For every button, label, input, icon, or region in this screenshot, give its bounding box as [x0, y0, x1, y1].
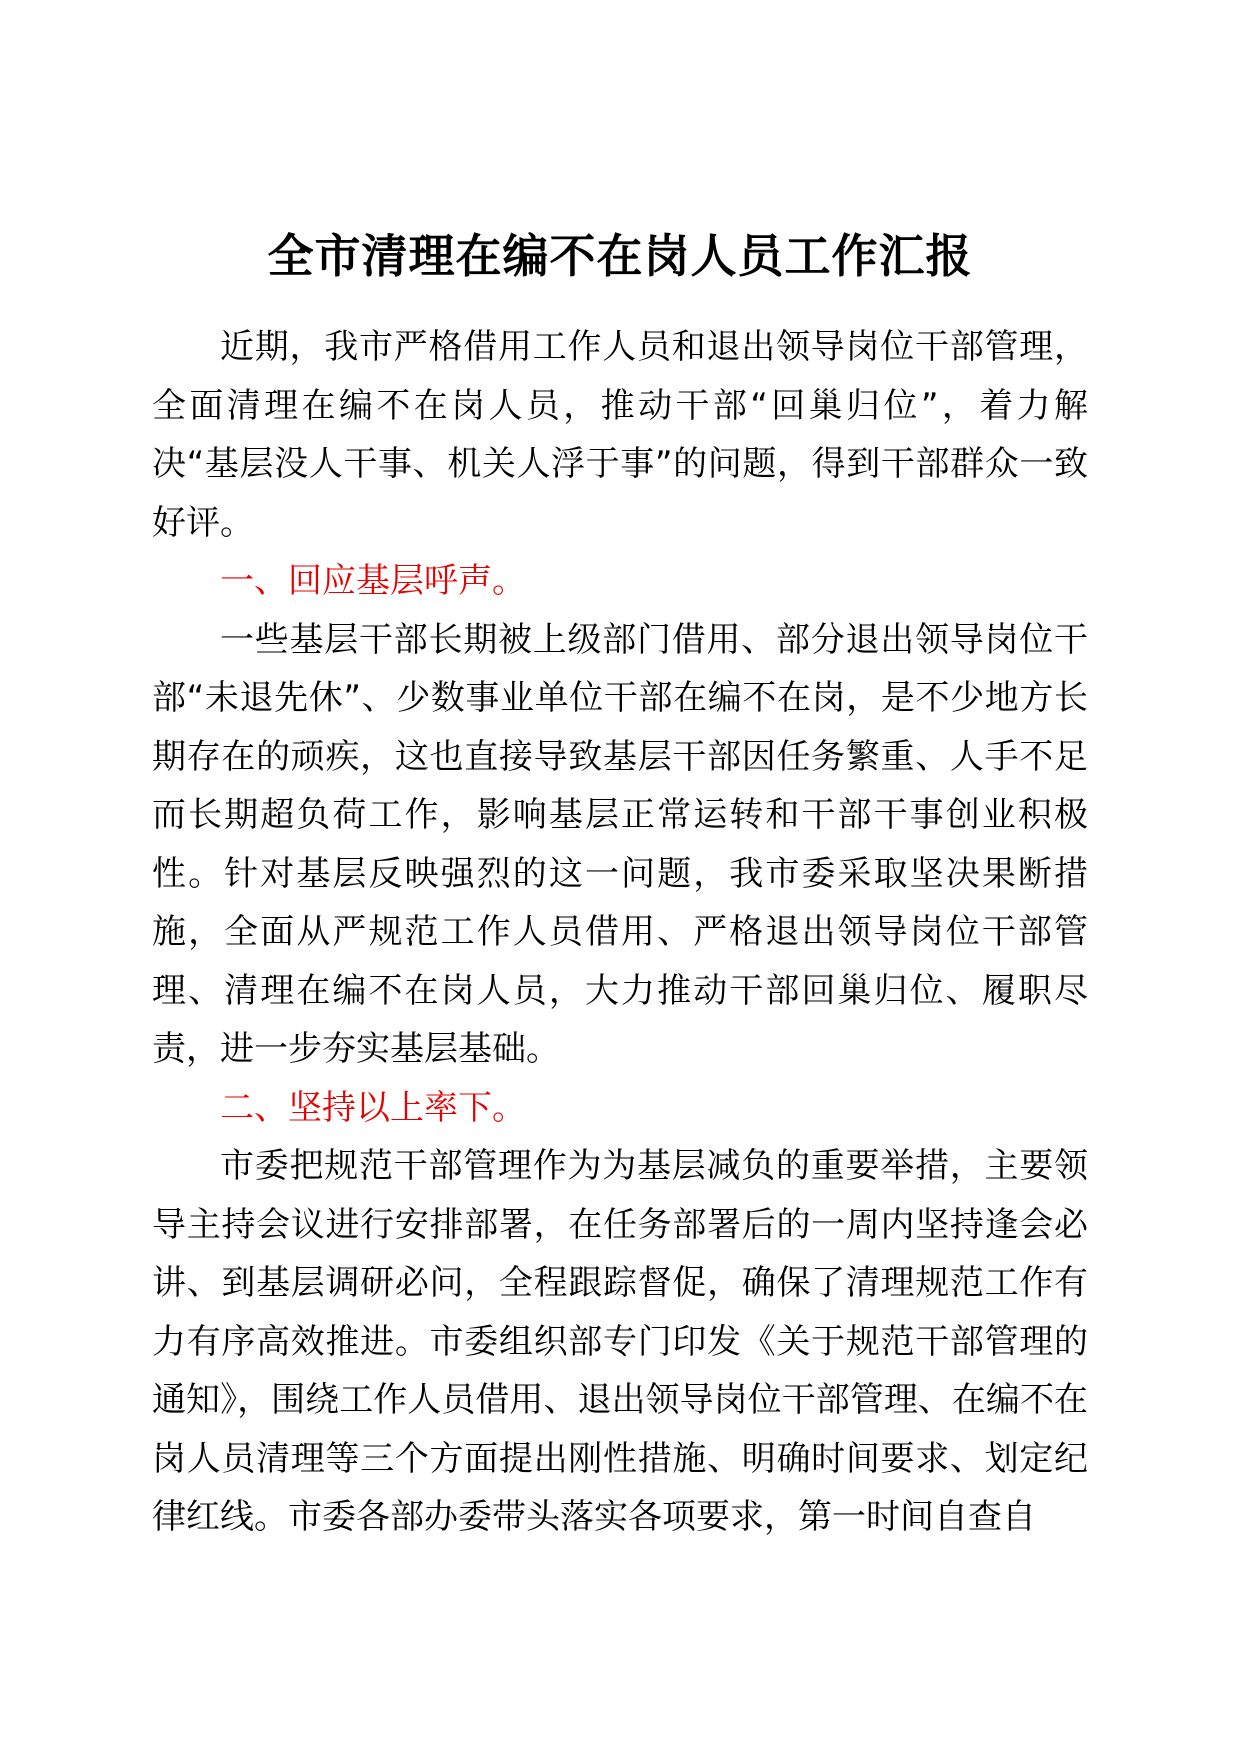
document-title: 全市清理在编不在岗人员工作汇报 — [267, 229, 973, 283]
section-heading-1: 一、回应基层呼声。 — [220, 561, 526, 601]
intro-paragraph: 近期，我市严格借用工作人员和退出领导岗位干部管理，全面清理在编不在岗人员，推动干部“回巢归位”，着力解决“基层没人干事、机关人浮于事”的问题，得到干部群众一致好评。 — [152, 327, 1088, 543]
section-1-paragraph: 一些基层干部长期被上级部门借用、部分退出领导岗位干部“未退先休”、少数事业单位干部在编不在岗，是不少地方长期存在的顽疾，这也直接导致基层干部因任务繁重、人手不足而长期超负荷工作，影响基层正常运转和干部干事创业积极性。针对基层反映强烈的这一问题，我市委采取坚决果断措施，全面从严规范工作人员借用、严格退出领导岗位干部管理、清理在编不在岗人员，大力推动干部回巢归位、履职尽责，进一步夯实基层基础。 — [152, 619, 1088, 1069]
section-heading-2: 二、坚持以上率下。 — [220, 1087, 526, 1128]
document-body — [152, 318, 1088, 1547]
section-2-paragraph: 市委把规范干部管理作为为基层减负的重要举措，主要领导主持会议进行安排部署，在任务部署后的一周内坚持逢会必讲、到基层调研必问，全程跟踪督促，确保了清理规范工作有力有序高效推进。市委组织部专门印发《关于规范干部管理的通知》，围绕工作人员借用、退出领导岗位干部管理、在编不在岗人员清理等三个方面提出刚性措施、明确时间要求、划定纪律红线。市委各部办委带头落实各项要求，第一时间自查自 — [152, 1146, 1088, 1537]
